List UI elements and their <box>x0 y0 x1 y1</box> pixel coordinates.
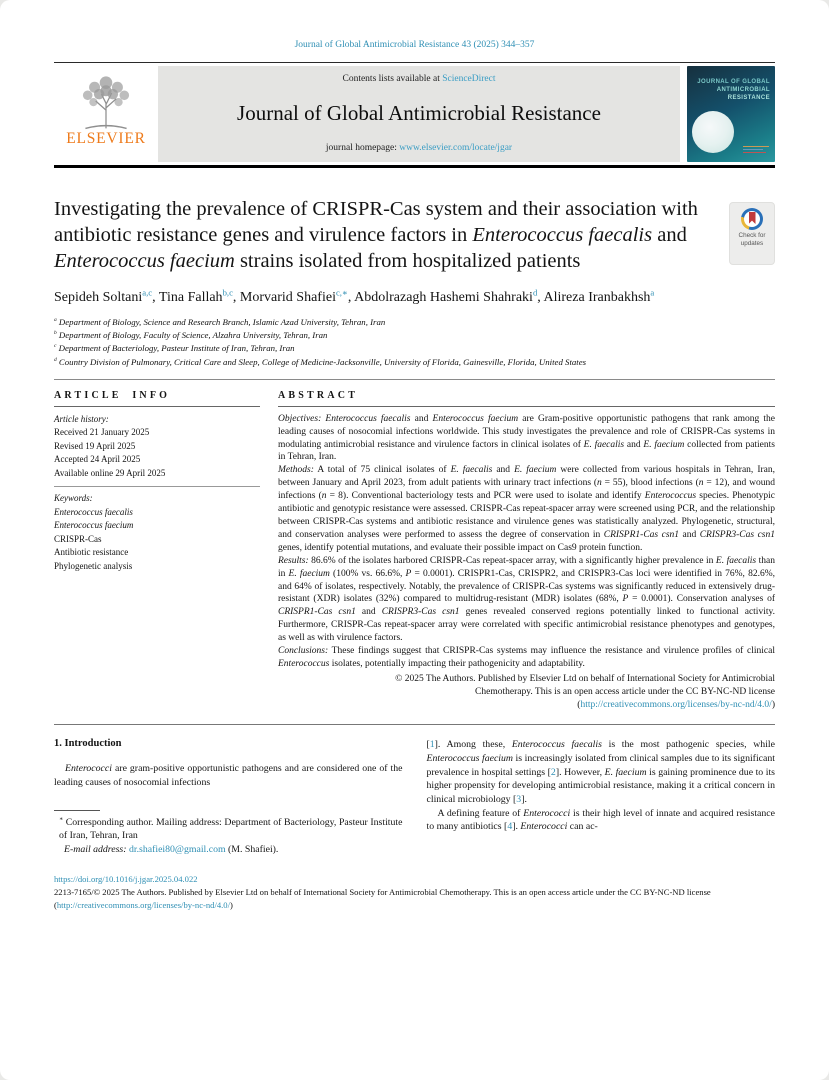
history-item: Received 21 January 2025 <box>54 427 150 438</box>
keyword-item: CRISPR-Cas <box>54 533 102 544</box>
abstract-methods: Methods: A total of 75 clinical isolates of E. faecalis and E. faecium were collected from various hospitals in Tehran, Iran, between January and April 2023, from adult patients with urinary tract infections (n = 55), blood infections (n = 12), and wound infections (n = 8). Conventional bacteriology tests and PCR were used to isolate and identify Enterococcus species. Phenotypic antibiotic and genotypic resistance were assessed. CRISPR-Cas repeat-spacer array were screened using PCR, and the relationship between CRISPR-Cas systems and antibiotic resistance and virulence genes was statistically analyzed. Phylogenetic, structural, and conservation analyses were performed to assess the degree of conservation in CRISPR1-Cas csn1 and CRISPR3-Cas csn1 genes, identify potential mutations, and evaluate their possible impact on Cas9 protein function. <box>278 465 775 553</box>
article-info-heading: ARTICLE INFO <box>54 389 171 401</box>
elsevier-tree-icon <box>68 69 144 133</box>
article-title: Investigating the prevalence of CRISPR-Cas system and their association with antibiotic resistance genes and virulence factors in Enterococcus faecalis and Enterococcus faecium strains isolated from hospitalized patients <box>54 198 698 273</box>
journal-banner <box>158 66 680 162</box>
affiliation-item: $^c$ Department of Bacteriology, Pasteur Institute of Iran, Tehran, Iran <box>54 343 295 354</box>
article-history: Article history: Received 21 January 2025 Revised 19 April 2025 Accepted 24 April 2025 Available online 29 April 2025 <box>54 413 260 481</box>
running-head-citation: Journal of Global Antimicrobial Resistance 43 (2025) 344–357 <box>294 40 535 50</box>
check-for-updates-badge[interactable] <box>729 202 775 265</box>
affiliations <box>54 316 775 369</box>
journal-cover-thumbnail[interactable] <box>687 66 775 162</box>
cc-license-link[interactable]: (http://creativecommons.org/licenses/by-nc-nd/4.0/) <box>577 700 775 711</box>
bookmark-icon <box>749 212 756 224</box>
elsevier-logo[interactable] <box>54 66 158 162</box>
crossmark-label: Check for updates <box>738 232 766 248</box>
keyword-item: Antibiotic resistance <box>54 547 129 558</box>
masthead-bottom-rule <box>54 165 775 168</box>
abstract-heading: ABSTRACT <box>278 389 359 401</box>
elsevier-wordmark: ELSEVIER <box>66 130 146 147</box>
contents-line-text: Contents lists available at <box>342 74 443 84</box>
journal-masthead <box>54 66 775 162</box>
history-item: Accepted 24 April 2025 <box>54 454 141 465</box>
sciencedirect-link[interactable]: ScienceDirect <box>442 74 496 84</box>
keyword-item: Phylogenetic analysis <box>54 560 133 571</box>
author-list: Sepideh Soltani$^{a,c}$, Tina Fallah$^{b,c}$, Morvarid Shafiei$^{c,∗}$, Abdolrazagh Hashemi Shahraki$^d$, Alireza Iranbakhsh$^a$ <box>54 287 655 305</box>
article-info-section <box>54 390 260 712</box>
footer-copyright: 2213-7165/© 2025 The Authors. Published by Elsevier Ltd on behalf of International Society for Antimicrobial Chemotherapy. This is an open access article under the CC BY-NC-ND license (http://creativecommons.org/licenses/by-nc-nd/4.0/) <box>54 887 711 910</box>
top-rule <box>54 62 775 63</box>
corresponding-author-footnote <box>54 810 403 857</box>
journal-cover-title: JOURNAL OF GLOBAL ANTIMICROBIAL RESISTANCE <box>697 79 770 101</box>
affiliation-item: $^d$ Country Division of Pulmonary, Critical Care and Sleep, College of Medicine-Jacksonville, University of Florida, Gainesville, Florida, United States <box>54 356 587 367</box>
contents-line <box>162 74 676 84</box>
journal-title: Journal of Global Antimicrobial Resistance <box>237 101 601 125</box>
crossmark-icon <box>741 208 763 230</box>
abstract-results: Results: 86.6% of the isolates harbored CRISPR-Cas repeat-spacer array, with a significantly higher prevalence in E. faecalis than in E. faecium (100% vs. 66.6%, P = 0.0001). CRISPR1-Cas, CRISPR2, and CRISPR3-Cas loci were identified in 76%, 82.6%, and 64% of isolates, respectively. Notably, the prevalence of CRISPR-Cas systems was significantly reduced in extensively drug-resistant (XDR) isolates (32%) compared to multidrug-resistant (MDR) isolates (68%, P = 0.0001). Conservation analyses of CRISPR1-Cas csn1 and CRISPR3-Cas csn1 genes revealed conserved regions potentially linked to functional activity. Furthermore, CRISPR-Cas repeat-spacer array were correlated with specific antimicrobial resistance phenotypes and genotypes, as well as with virulence factors. <box>278 555 775 644</box>
affiliation-item: $^a$ Department of Biology, Science and Research Branch, Islamic Azad University, Tehran, Iran <box>54 317 386 327</box>
corresponding-author-note: ∗ Corresponding author. Mailing address: Department of Bacteriology, Pasteur Institute of Iran, Tehran, Iran <box>59 816 403 842</box>
intro-paragraph-left: Enterococci are gram-positive opportunistic pathogens and are considered one of the leading causes of nosocomial infections <box>54 763 403 788</box>
intro-paragraph-right-2: A defining feature of Enterococci is their high level of innate and acquired resistance to many antibiotics [4]. Enterococci can ac- <box>426 807 775 833</box>
abstract-conclusions: Conclusions: These findings suggest that CRISPR-Cas systems may influence the resistance and virulence profiles of clinical Enterococcus isolates, potentially impacting their pathogenicity and adaptability. <box>278 646 775 669</box>
history-item: Available online 29 April 2025 <box>54 467 166 478</box>
abstract-objectives: Objectives: Enterococcus faecalis and Enterococcus faecium are Gram-positive opportunistic pathogens that rank among the leading causes of nosocomial infections worldwide. This study investigates the prevalence and role of CRISPR-Cas systems in modulating antimicrobial resistance and virulence factors in clinical isolates of E. faecalis and E. faecium collected from patients in Tehran, Iran. <box>278 413 776 463</box>
homepage-line-text: journal homepage: <box>325 143 400 153</box>
keyword-item: Enterococcus faecalis <box>54 506 133 517</box>
doi-link[interactable]: https://doi.org/10.1016/j.jgar.2025.04.022 <box>54 873 198 884</box>
history-item: Revised 19 April 2025 <box>54 440 136 451</box>
intro-paragraph-right-1: [1]. Among these, Enterococcus faecalis is the most pathogenic species, while Enterococcus faecium is increasingly isolated from clinical samples due to its significant prevalence in hospital settings [2]. However, E. faecium is gaining prominence due to its higher propensity for developing antimicrobial resistance, making it a critical concern in clinical microbiology [3]. <box>426 739 775 806</box>
introduction-heading: 1. Introduction <box>54 738 122 750</box>
journal-homepage-link[interactable]: www.elsevier.com/locate/jgar <box>399 143 513 153</box>
homepage-line <box>162 143 676 153</box>
affiliation-item: $^b$ Department of Biology, Faculty of Science, Alzahra University, Tehran, Iran <box>54 330 328 341</box>
article-body <box>54 725 775 857</box>
keyword-item: Enterococcus faecium <box>54 520 134 531</box>
globe-icon <box>692 111 734 153</box>
email-address-line[interactable]: E-mail address: dr.shafiei80@gmail.com (M. Shafiei). <box>64 844 279 856</box>
abstract-section <box>278 390 775 712</box>
keywords: Keywords: Enterococcus faecalis Enterococcus faecium CRISPR-Cas Antibiotic resistance Phylogenetic analysis <box>54 492 260 573</box>
page-footer <box>54 873 775 911</box>
cover-footer-lines <box>743 144 769 153</box>
abstract-copyright: © 2025 The Authors. Published by Elsevier Ltd on behalf of International Society for Antimicrobial Chemotherapy. This is an open access article under the CC BY-NC-ND license (http://creativecommons.org/licenses/by-nc-nd/4.0/) <box>278 673 775 712</box>
